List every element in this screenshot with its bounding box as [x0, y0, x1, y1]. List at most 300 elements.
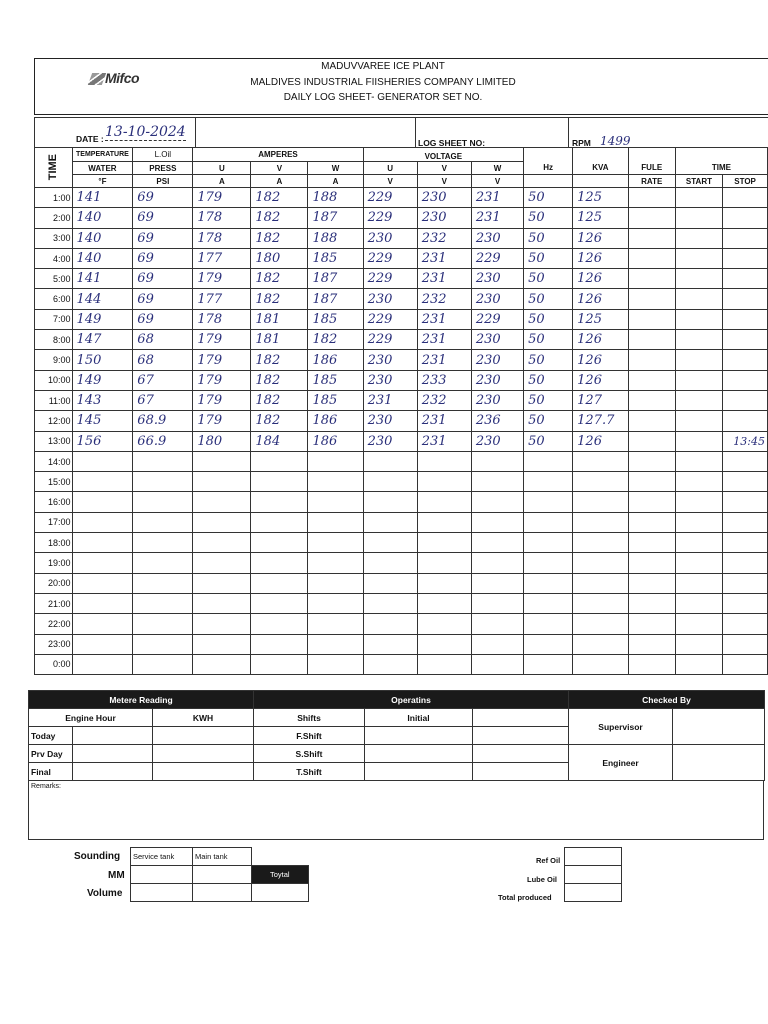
logo-text: Mifco	[105, 70, 140, 86]
cell-temp: 143	[72, 390, 133, 410]
table-row	[35, 289, 768, 309]
cell-temp	[72, 472, 133, 492]
table-row	[35, 451, 768, 471]
cell-start	[675, 431, 722, 451]
volt-u-header: U	[363, 162, 417, 175]
today-kwh	[153, 727, 254, 745]
cell-stop	[723, 573, 768, 593]
time-header-label: TIME	[47, 154, 60, 181]
cell-kva	[573, 472, 629, 492]
row-time: 7:00	[35, 309, 73, 329]
cell-stop	[723, 370, 768, 390]
cell-vw: 230	[471, 431, 523, 451]
cell-au: 179	[193, 350, 251, 370]
row-time: 13:00	[35, 431, 73, 451]
final-kwh	[153, 763, 254, 781]
cell-av: 182	[251, 208, 308, 228]
table-row	[35, 533, 768, 553]
cell-fule	[628, 350, 675, 370]
rpm-label: RPM	[572, 138, 591, 148]
company-name: MALDIVES INDUSTRIAL FIISHERIES COMPANY LIMITED	[250, 77, 516, 88]
stop-header: STOP	[723, 175, 768, 188]
cell-aw	[308, 512, 363, 532]
cell-start	[675, 451, 722, 471]
cell-vv	[417, 634, 471, 654]
degf-header: °F	[72, 175, 133, 188]
service-tank-label: Service tank	[131, 848, 193, 866]
cell-av	[251, 573, 308, 593]
cell-temp	[72, 634, 133, 654]
cell-start	[675, 472, 722, 492]
hz-header-top	[524, 148, 573, 162]
meta-divider	[195, 117, 196, 147]
cell-vw: 230	[471, 390, 523, 410]
cell-stop	[723, 248, 768, 268]
table-row	[35, 512, 768, 532]
main-volume	[193, 884, 252, 902]
cell-fule	[628, 390, 675, 410]
kwh-label: KWH	[153, 709, 254, 727]
cell-vv: 231	[417, 248, 471, 268]
table-row	[35, 248, 768, 268]
temp-header: TEMPERATURE	[72, 148, 133, 162]
table-row	[35, 614, 768, 634]
cell-temp: 145	[72, 411, 133, 431]
cell-vv: 231	[417, 411, 471, 431]
volt-v-header: V	[417, 162, 471, 175]
cell-fule	[628, 228, 675, 248]
kva-unit	[573, 175, 629, 188]
amperes-header: AMPERES	[193, 148, 363, 162]
amp-w-unit: A	[308, 175, 363, 188]
cell-psi	[133, 533, 193, 553]
cell-hz: 50	[524, 411, 573, 431]
cell-psi	[133, 593, 193, 613]
fshift-extra	[473, 727, 569, 745]
table-row	[35, 553, 768, 573]
cell-psi: 69	[133, 248, 193, 268]
cell-aw: 185	[308, 370, 363, 390]
cell-au: 179	[193, 390, 251, 410]
cell-vw: 230	[471, 330, 523, 350]
cell-psi: 68	[133, 350, 193, 370]
initial-label: Initial	[365, 709, 473, 727]
total-produced-value	[565, 884, 622, 902]
cell-stop	[723, 451, 768, 471]
cell-vv	[417, 512, 471, 532]
cell-start	[675, 512, 722, 532]
cell-kva: 125	[573, 188, 629, 208]
cell-hz	[524, 573, 573, 593]
row-time: 8:00	[35, 330, 73, 350]
amp-v-unit: A	[251, 175, 308, 188]
row-time: 0:00	[35, 654, 73, 674]
cell-temp: 140	[72, 208, 133, 228]
cell-av	[251, 634, 308, 654]
row-time: 10:00	[35, 370, 73, 390]
cell-av: 181	[251, 330, 308, 350]
cell-aw: 185	[308, 390, 363, 410]
cell-vu: 230	[363, 411, 417, 431]
row-time: 5:00	[35, 269, 73, 289]
row-time: 19:00	[35, 553, 73, 573]
cell-vu: 229	[363, 208, 417, 228]
fshift-initial	[365, 727, 473, 745]
fule-header-top	[628, 148, 675, 162]
cell-psi	[133, 654, 193, 674]
cell-au: 180	[193, 431, 251, 451]
cell-hz: 50	[524, 309, 573, 329]
cell-start	[675, 492, 722, 512]
cell-vu: 230	[363, 350, 417, 370]
cell-vw	[471, 593, 523, 613]
cell-fule	[628, 573, 675, 593]
cell-temp	[72, 553, 133, 573]
cell-vu	[363, 533, 417, 553]
today-label: Today	[29, 727, 73, 745]
cell-vv: 232	[417, 228, 471, 248]
psi-header: PSI	[133, 175, 193, 188]
cell-vw: 230	[471, 269, 523, 289]
cell-vu: 230	[363, 289, 417, 309]
cell-psi	[133, 472, 193, 492]
cell-vu: 230	[363, 228, 417, 248]
cell-stop	[723, 654, 768, 674]
cell-stop	[723, 472, 768, 492]
cell-kva: 126	[573, 350, 629, 370]
cell-fule	[628, 411, 675, 431]
row-time: 3:00	[35, 228, 73, 248]
water-header: WATER	[72, 162, 133, 175]
cell-vu	[363, 512, 417, 532]
tshift-initial	[365, 763, 473, 781]
cell-temp: 140	[72, 228, 133, 248]
cell-av	[251, 553, 308, 573]
cell-start	[675, 289, 722, 309]
cell-psi	[133, 573, 193, 593]
cell-kva: 127	[573, 390, 629, 410]
cell-au: 178	[193, 228, 251, 248]
toytal-label: Toytal	[252, 866, 309, 884]
table-row	[35, 370, 768, 390]
cell-temp	[72, 512, 133, 532]
cell-vw: 229	[471, 309, 523, 329]
remarks-box	[28, 780, 764, 840]
time2-header-top	[675, 148, 767, 162]
row-time: 2:00	[35, 208, 73, 228]
cell-kva: 126	[573, 330, 629, 350]
cell-vu	[363, 634, 417, 654]
cell-aw: 187	[308, 289, 363, 309]
kva-header: KVA	[573, 162, 629, 175]
cell-vu	[363, 573, 417, 593]
sshift-extra	[473, 745, 569, 763]
cell-aw: 182	[308, 330, 363, 350]
hz-header: Hz	[524, 162, 573, 175]
tshift-extra	[473, 763, 569, 781]
cell-vv	[417, 573, 471, 593]
cell-fule	[628, 269, 675, 289]
cell-aw	[308, 451, 363, 471]
cell-temp: 156	[72, 431, 133, 451]
cell-vv	[417, 451, 471, 471]
cell-vv: 230	[417, 208, 471, 228]
ref-oil-value	[565, 848, 622, 866]
cell-vv: 231	[417, 350, 471, 370]
cell-kva: 126	[573, 228, 629, 248]
cell-stop	[723, 309, 768, 329]
row-time: 14:00	[35, 451, 73, 471]
cell-av: 182	[251, 350, 308, 370]
cell-vv: 232	[417, 289, 471, 309]
oil-table	[564, 847, 622, 902]
cell-fule	[628, 451, 675, 471]
cell-aw	[308, 573, 363, 593]
cell-vw	[471, 512, 523, 532]
cell-hz: 50	[524, 289, 573, 309]
amp-w-header: W	[308, 162, 363, 175]
total-produced-label: Total produced	[498, 893, 552, 902]
cell-hz	[524, 472, 573, 492]
date-label: DATE :	[76, 134, 104, 144]
cell-au	[193, 593, 251, 613]
blank-top	[252, 848, 309, 866]
table-row	[35, 634, 768, 654]
cell-au	[193, 634, 251, 654]
table-row	[35, 411, 768, 431]
cell-vv	[417, 593, 471, 613]
cell-hz	[524, 654, 573, 674]
cell-vw	[471, 472, 523, 492]
table-row	[35, 431, 768, 451]
cell-av: 180	[251, 248, 308, 268]
engineer-label: Engineer	[569, 745, 673, 781]
metere-reading-title: Metere Reading	[29, 691, 254, 709]
final-label: Final	[29, 763, 73, 781]
cell-start	[675, 309, 722, 329]
row-time: 22:00	[35, 614, 73, 634]
cell-hz: 50	[524, 390, 573, 410]
cell-fule	[628, 553, 675, 573]
cell-hz	[524, 634, 573, 654]
oil-header: L.Oil	[133, 148, 193, 162]
cell-stop	[723, 411, 768, 431]
cell-fule	[628, 370, 675, 390]
engineer-sign	[673, 745, 765, 781]
cell-av: 184	[251, 431, 308, 451]
cell-vw	[471, 614, 523, 634]
cell-psi	[133, 451, 193, 471]
cell-stop	[723, 228, 768, 248]
cell-psi: 69	[133, 188, 193, 208]
cell-vv	[417, 614, 471, 634]
cell-au	[193, 573, 251, 593]
row-time: 23:00	[35, 634, 73, 654]
cell-vw	[471, 533, 523, 553]
cell-psi: 66.9	[133, 431, 193, 451]
amp-v-header: V	[251, 162, 308, 175]
remarks-label: Remarks:	[31, 783, 61, 790]
cell-vw: 230	[471, 289, 523, 309]
cell-au: 179	[193, 269, 251, 289]
cell-vu: 231	[363, 390, 417, 410]
cell-av: 182	[251, 390, 308, 410]
cell-stop: 13:45	[723, 431, 768, 451]
cell-start	[675, 228, 722, 248]
main-tank-label: Main tank	[193, 848, 252, 866]
cell-kva	[573, 654, 629, 674]
cell-hz: 50	[524, 248, 573, 268]
cell-psi	[133, 512, 193, 532]
logsheet-label: LOG SHEET NO:	[418, 138, 486, 148]
cell-vu: 230	[363, 431, 417, 451]
row-time: 20:00	[35, 573, 73, 593]
cell-vu	[363, 614, 417, 634]
cell-vu: 229	[363, 269, 417, 289]
sshift-label: S.Shift	[254, 745, 365, 763]
cell-vv	[417, 533, 471, 553]
cell-stop	[723, 188, 768, 208]
cell-vw	[471, 451, 523, 471]
cell-kva: 125	[573, 309, 629, 329]
cell-au: 179	[193, 330, 251, 350]
cell-kva	[573, 512, 629, 532]
cell-temp	[72, 593, 133, 613]
cell-aw	[308, 593, 363, 613]
operatins-title: Operatins	[254, 691, 569, 709]
cell-au: 179	[193, 370, 251, 390]
cell-temp: 140	[72, 248, 133, 268]
today-engine-hour	[73, 727, 153, 745]
time-header	[35, 148, 73, 188]
cell-start	[675, 593, 722, 613]
voltage-header: VOLTAGE	[363, 148, 524, 162]
cell-temp: 141	[72, 269, 133, 289]
cell-au: 179	[193, 411, 251, 431]
table-row	[35, 228, 768, 248]
row-time: 17:00	[35, 512, 73, 532]
cell-vw	[471, 634, 523, 654]
engine-hour-label: Engine Hour	[29, 709, 153, 727]
cell-aw: 185	[308, 309, 363, 329]
cell-hz	[524, 614, 573, 634]
volt-u-unit: V	[363, 175, 417, 188]
cell-psi	[133, 634, 193, 654]
cell-psi: 69	[133, 269, 193, 289]
cell-kva: 126	[573, 289, 629, 309]
cell-au	[193, 512, 251, 532]
row-time: 12:00	[35, 411, 73, 431]
cell-kva: 127.7	[573, 411, 629, 431]
cell-av: 182	[251, 188, 308, 208]
table-row	[35, 472, 768, 492]
cell-stop	[723, 330, 768, 350]
cell-av	[251, 512, 308, 532]
meta-divider	[568, 117, 569, 147]
cell-vw	[471, 573, 523, 593]
table-row	[35, 350, 768, 370]
cell-kva	[573, 553, 629, 573]
volume-label: Volume	[87, 888, 123, 899]
cell-stop	[723, 492, 768, 512]
tshift-label: T.Shift	[254, 763, 365, 781]
cell-fule	[628, 472, 675, 492]
cell-kva	[573, 573, 629, 593]
cell-psi: 69	[133, 289, 193, 309]
cell-aw: 187	[308, 208, 363, 228]
cell-temp: 150	[72, 350, 133, 370]
cell-vw: 231	[471, 188, 523, 208]
cell-kva: 126	[573, 248, 629, 268]
cell-stop	[723, 533, 768, 553]
cell-temp	[72, 573, 133, 593]
cell-temp: 149	[72, 370, 133, 390]
cell-kva	[573, 593, 629, 613]
cell-temp: 141	[72, 188, 133, 208]
cell-start	[675, 248, 722, 268]
cell-start	[675, 654, 722, 674]
volt-w-unit: V	[471, 175, 523, 188]
sounding-table	[130, 847, 309, 902]
cell-vu	[363, 451, 417, 471]
cell-vw: 230	[471, 370, 523, 390]
cell-aw	[308, 533, 363, 553]
cell-kva	[573, 614, 629, 634]
cell-start	[675, 390, 722, 410]
cell-au	[193, 492, 251, 512]
cell-av: 182	[251, 370, 308, 390]
cell-start	[675, 188, 722, 208]
cell-av	[251, 533, 308, 553]
cell-au: 177	[193, 248, 251, 268]
cell-vw: 230	[471, 228, 523, 248]
table-row	[35, 492, 768, 512]
table-row	[35, 390, 768, 410]
supervisor-sign	[673, 709, 765, 745]
cell-aw	[308, 634, 363, 654]
cell-vv: 230	[417, 188, 471, 208]
row-time: 9:00	[35, 350, 73, 370]
cell-hz: 50	[524, 269, 573, 289]
cell-aw	[308, 654, 363, 674]
cell-aw: 188	[308, 188, 363, 208]
cell-psi	[133, 553, 193, 573]
volt-v-unit: V	[417, 175, 471, 188]
meta-divider	[415, 117, 416, 147]
start-header: START	[675, 175, 722, 188]
cell-hz: 50	[524, 208, 573, 228]
service-mm	[131, 866, 193, 884]
cell-av: 182	[251, 269, 308, 289]
log-grid	[34, 147, 768, 675]
cell-vw	[471, 492, 523, 512]
cell-vw: 230	[471, 350, 523, 370]
mm-label: MM	[108, 870, 125, 881]
cell-start	[675, 330, 722, 350]
cell-av	[251, 593, 308, 613]
cell-temp: 147	[72, 330, 133, 350]
cell-start	[675, 634, 722, 654]
cell-av	[251, 472, 308, 492]
cell-temp	[72, 492, 133, 512]
cell-stop	[723, 289, 768, 309]
cell-kva	[573, 533, 629, 553]
cell-kva: 126	[573, 269, 629, 289]
cell-au: 178	[193, 208, 251, 228]
cell-hz	[524, 533, 573, 553]
cell-vw: 231	[471, 208, 523, 228]
cell-fule	[628, 289, 675, 309]
